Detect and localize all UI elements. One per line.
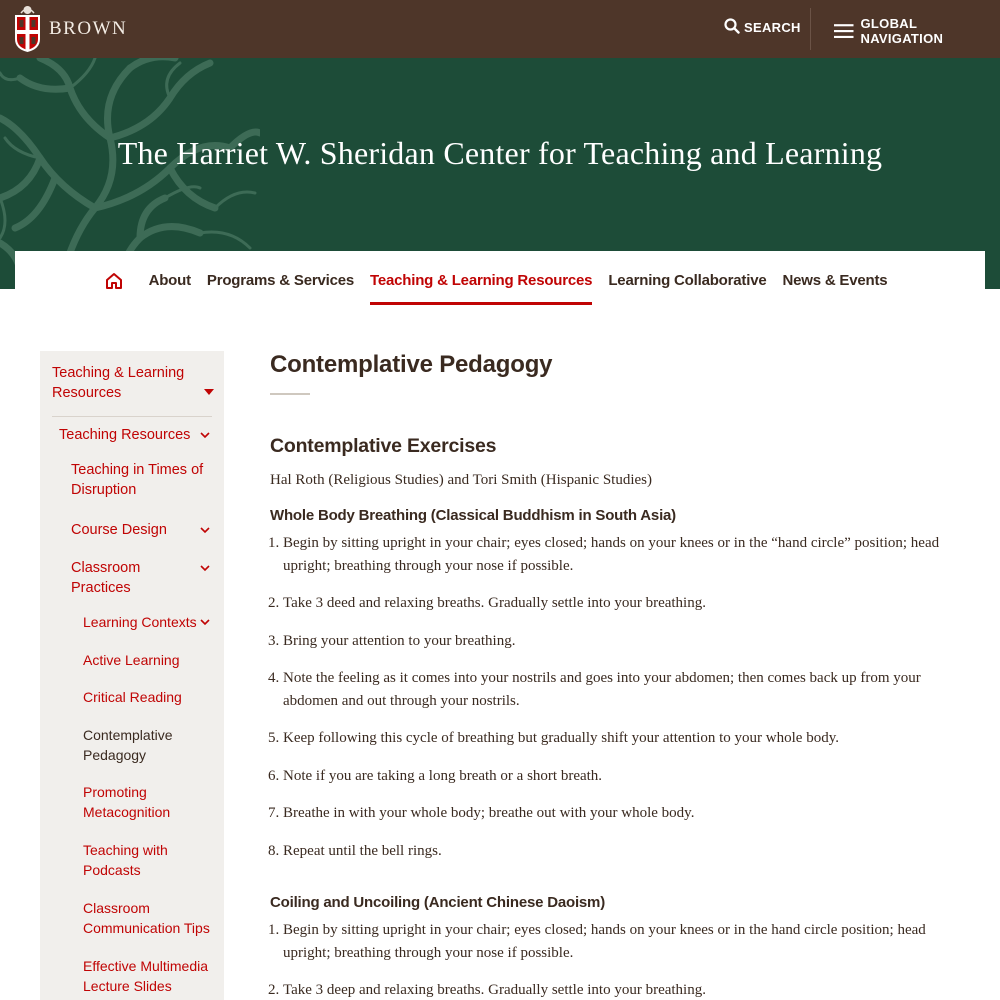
- search-button[interactable]: [724, 16, 801, 35]
- brown-logo[interactable]: [13, 5, 127, 53]
- title-underline: [270, 393, 310, 395]
- sidebar-item-critical-reading[interactable]: Critical Reading: [83, 689, 182, 705]
- sidebar-item-teaching-with-podcasts[interactable]: Teaching with Podcasts: [83, 842, 168, 878]
- exercise-steps-list: [270, 919, 950, 1000]
- list-item: 1. Begin by sitting upright in your chair; eyes closed; hands on your knees or in the hand circle position; head upright; breathing through your nose if possible.: [268, 922, 926, 961]
- global-navigation-button[interactable]: [834, 16, 1000, 46]
- sidebar-root-link[interactable]: Teaching & Learning Resources: [52, 365, 185, 401]
- nav-news-events[interactable]: News & Events: [782, 272, 888, 289]
- chevron-down-icon[interactable]: [200, 565, 210, 572]
- main-content: [270, 351, 950, 1000]
- page-title: Contemplative Pedagogy: [270, 351, 553, 378]
- hamburger-menu-icon: [834, 23, 854, 39]
- exercise-heading: Coiling and Uncoiling (Ancient Chinese Daoism): [270, 894, 605, 911]
- list-item: 8. Repeat until the bell rings.: [268, 842, 442, 859]
- list-item: 7. Breathe in with your whole body; breathe out with your whole body.: [268, 805, 695, 821]
- nav-programs-services[interactable]: Programs & Services: [206, 272, 355, 289]
- sidebar-navigation: [40, 351, 224, 1000]
- home-icon: [105, 272, 123, 290]
- section-heading: Contemplative Exercises: [270, 435, 497, 457]
- header-divider: [810, 8, 811, 50]
- nav-learning-collaborative[interactable]: Learning Collaborative: [608, 272, 767, 289]
- sidebar-item-course-design[interactable]: Course Design: [71, 522, 167, 538]
- chevron-down-icon[interactable]: [200, 619, 210, 626]
- list-item: 2. Take 3 deep and relaxing breaths. Gradually settle into your breathing.: [268, 982, 706, 998]
- list-item: 2. Take 3 deed and relaxing breaths. Gradually settle into your breathing.: [268, 595, 706, 611]
- exercise-heading: Whole Body Breathing (Classical Buddhism in South Asia): [270, 507, 676, 524]
- caret-down-icon[interactable]: [204, 389, 214, 395]
- chevron-down-icon[interactable]: [200, 432, 210, 439]
- brown-shield-icon: [13, 5, 42, 53]
- sidebar-item-effective-multimedia-lecture-slides[interactable]: Effective Multimedia Lecture Slides: [83, 958, 209, 994]
- sidebar-item-teaching-resources[interactable]: Teaching Resources: [59, 427, 191, 443]
- list-item: 6. Note if you are taking a long breath or a short breath.: [268, 767, 603, 784]
- brand-name: BROWN: [49, 18, 128, 39]
- list-item: 4. Note the feeling as it comes into your nostrils and goes into your abdomen; then comes back up from your abdomen and out through your nostrils.: [268, 670, 921, 709]
- sidebar-item-classroom-practices[interactable]: Classroom Practices: [71, 560, 141, 596]
- sidebar-item-contemplative-pedagogy[interactable]: Contemplative Pedagogy: [83, 727, 173, 763]
- search-label: SEARCH: [744, 20, 801, 35]
- list-item: 3. Bring your attention to your breathing.: [268, 632, 516, 649]
- nav-about[interactable]: About: [148, 272, 191, 289]
- list-item: 5. Keep following this cycle of breathing but gradually shift your attention to your whole body.: [268, 730, 839, 746]
- top-bar: [0, 0, 1000, 58]
- sidebar-item-classroom-communication-tips[interactable]: Classroom Communication Tips: [83, 900, 210, 936]
- page-site-title: The Harriet W. Sheridan Center for Teaching and Learning: [117, 135, 883, 171]
- sidebar-item-active-learning[interactable]: Active Learning: [83, 652, 180, 668]
- chevron-down-icon[interactable]: [200, 527, 210, 534]
- sidebar-item-learning-contexts[interactable]: Learning Contexts: [83, 614, 197, 630]
- sidebar-item-teaching-times-disruption[interactable]: Teaching in Times of Disruption: [71, 462, 204, 498]
- list-item: 1. Begin by sitting upright in your chair; eyes closed; hands on your knees or in the “hand circle” position; head upright; breathing through your nose if possible.: [268, 535, 940, 574]
- authors-byline: Hal Roth (Religious Studies) and Tori Smith (Hispanic Studies): [270, 472, 652, 488]
- sidebar-divider: [52, 416, 212, 417]
- home-link[interactable]: [105, 272, 123, 295]
- global-navigation-label: GLOBAL NAVIGATION: [860, 16, 944, 46]
- sidebar-item-promoting-metacognition[interactable]: Promoting Metacognition: [83, 784, 171, 820]
- exercise-steps-list: [270, 532, 950, 862]
- nav-teaching-learning-resources[interactable]: Teaching & Learning Resources: [370, 251, 592, 305]
- section-navigation: [15, 251, 985, 311]
- search-icon: [724, 18, 740, 34]
